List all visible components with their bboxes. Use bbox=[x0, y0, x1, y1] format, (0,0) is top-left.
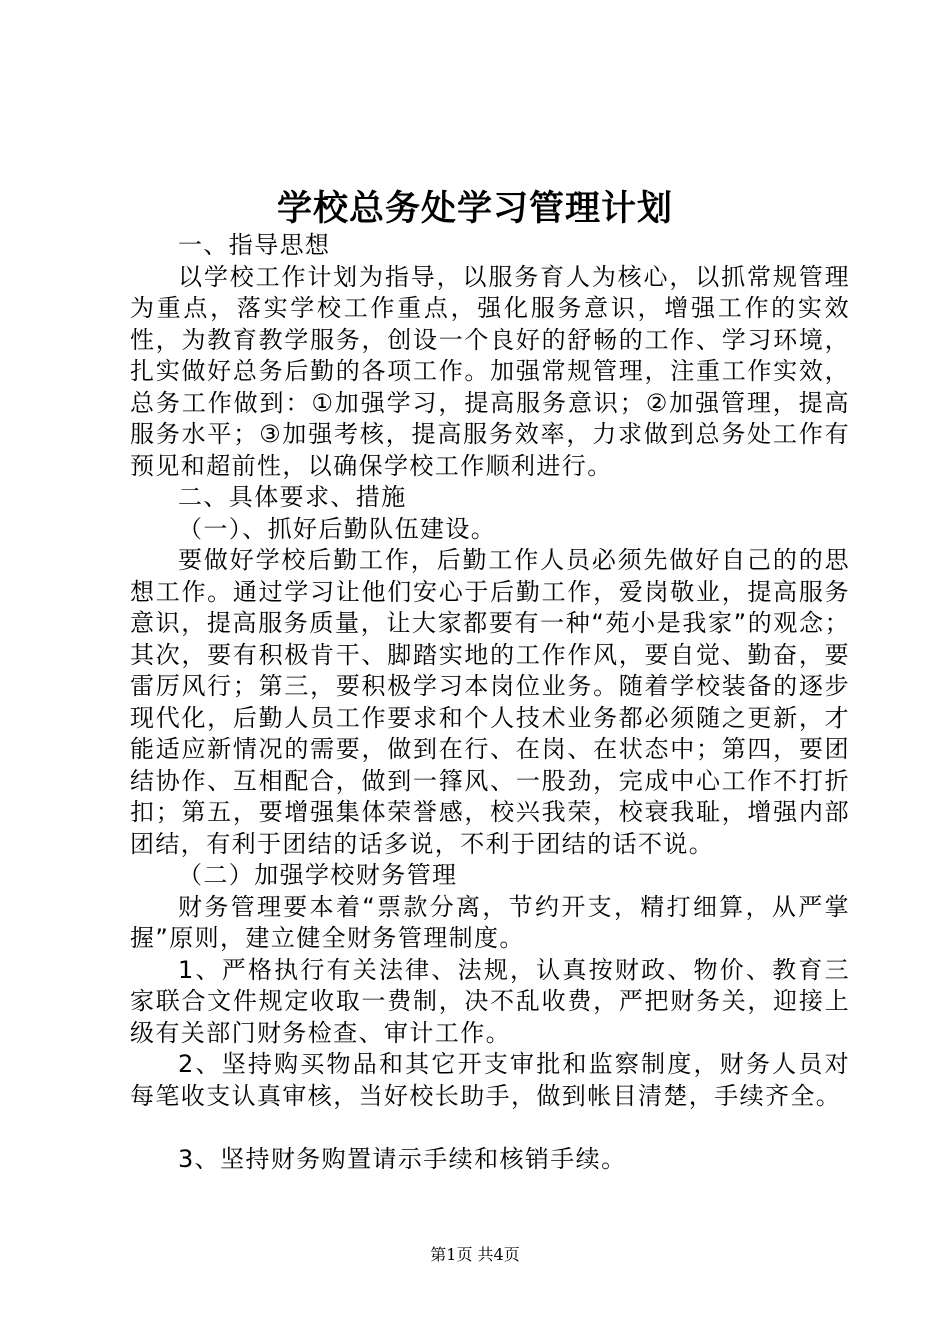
subheading-logistics-team: （一）、抓好后勤队伍建设。 bbox=[178, 514, 497, 543]
paragraph-guiding-ideology: 以学校工作计划为指导，以服务育人为核心，以抓常规管理为重点，落实学校工作重点，强化服务意识，增强工作的实效性，为教育教学服务，创设一个良好的舒畅的工作、学习环境，扎实做好总务后勤的各项工作。加强常规管理，注重工作实效，总务工作做到：①加强学习，提高服务意识；②加强管理，提高服务水平；③加强考核，提高服务效率，力求做到总务处工作有预见和超前性，以确保学校工作顺利进行。 bbox=[130, 262, 850, 480]
paragraph-financial-principles: 财务管理要本着“票款分离，节约开支，精打细算，从严掌握”原则，建立健全财务管理制度。 bbox=[130, 892, 850, 952]
list-item-finance-1: 1、严格执行有关法律、法规，认真按财政、物价、教育三家联合文件规定收取一费制，决不乱收费，严把财务关，迎接上级有关部门财务检查、审计工作。 bbox=[130, 955, 850, 1047]
heading-guiding-ideology: 一、指导思想 bbox=[178, 231, 331, 259]
page-number-footer: 第1页 共4页 bbox=[430, 1245, 520, 1264]
document-body bbox=[130, 230, 850, 1175]
heading-requirements-measures: 二、具体要求、措施 bbox=[178, 483, 407, 511]
document-title: 学校总务处学习管理计划 bbox=[276, 188, 673, 229]
paragraph-logistics-team: 要做好学校后勤工作，后勤工作人员必须先做好自己的的思想工作。通过学习让他们安心于后勤工作，爱岗敬业，提高服务意识，提高服务质量，让大家都要有一种“苑小是我家”的观念；其次，要有积极肯干、脚踏实地的工作作风，要自觉、勤奋，要雷厉风行；第三，要积极学习本岗位业务。随着学校装备的逐步现代化，后勤人员工作要求和个人技术业务都必须随之更新，才能适应新情况的需要，做到在行、在岗、在状态中；第四，要团结协作、互相配合，做到一箨风、一股劲，完成中心工作不打折扣；第五，要增强集体荣誉感，校兴我荣，校衰我耻，增强内部团结，有利于团结的话多说，不利于团结的话不说。 bbox=[130, 546, 850, 858]
list-item-finance-3: 3、坚持财务购置请示手续和核销手续。 bbox=[178, 1144, 627, 1173]
subheading-financial-management: （二）加强学校财务管理 bbox=[178, 861, 458, 889]
list-item-finance-2: 2、坚持购买物品和其它开支审批和监察制度，财务人员对每笔收支认真审核，当好校长助手，做到帐目清楚，手续齐全。 bbox=[130, 1050, 850, 1110]
